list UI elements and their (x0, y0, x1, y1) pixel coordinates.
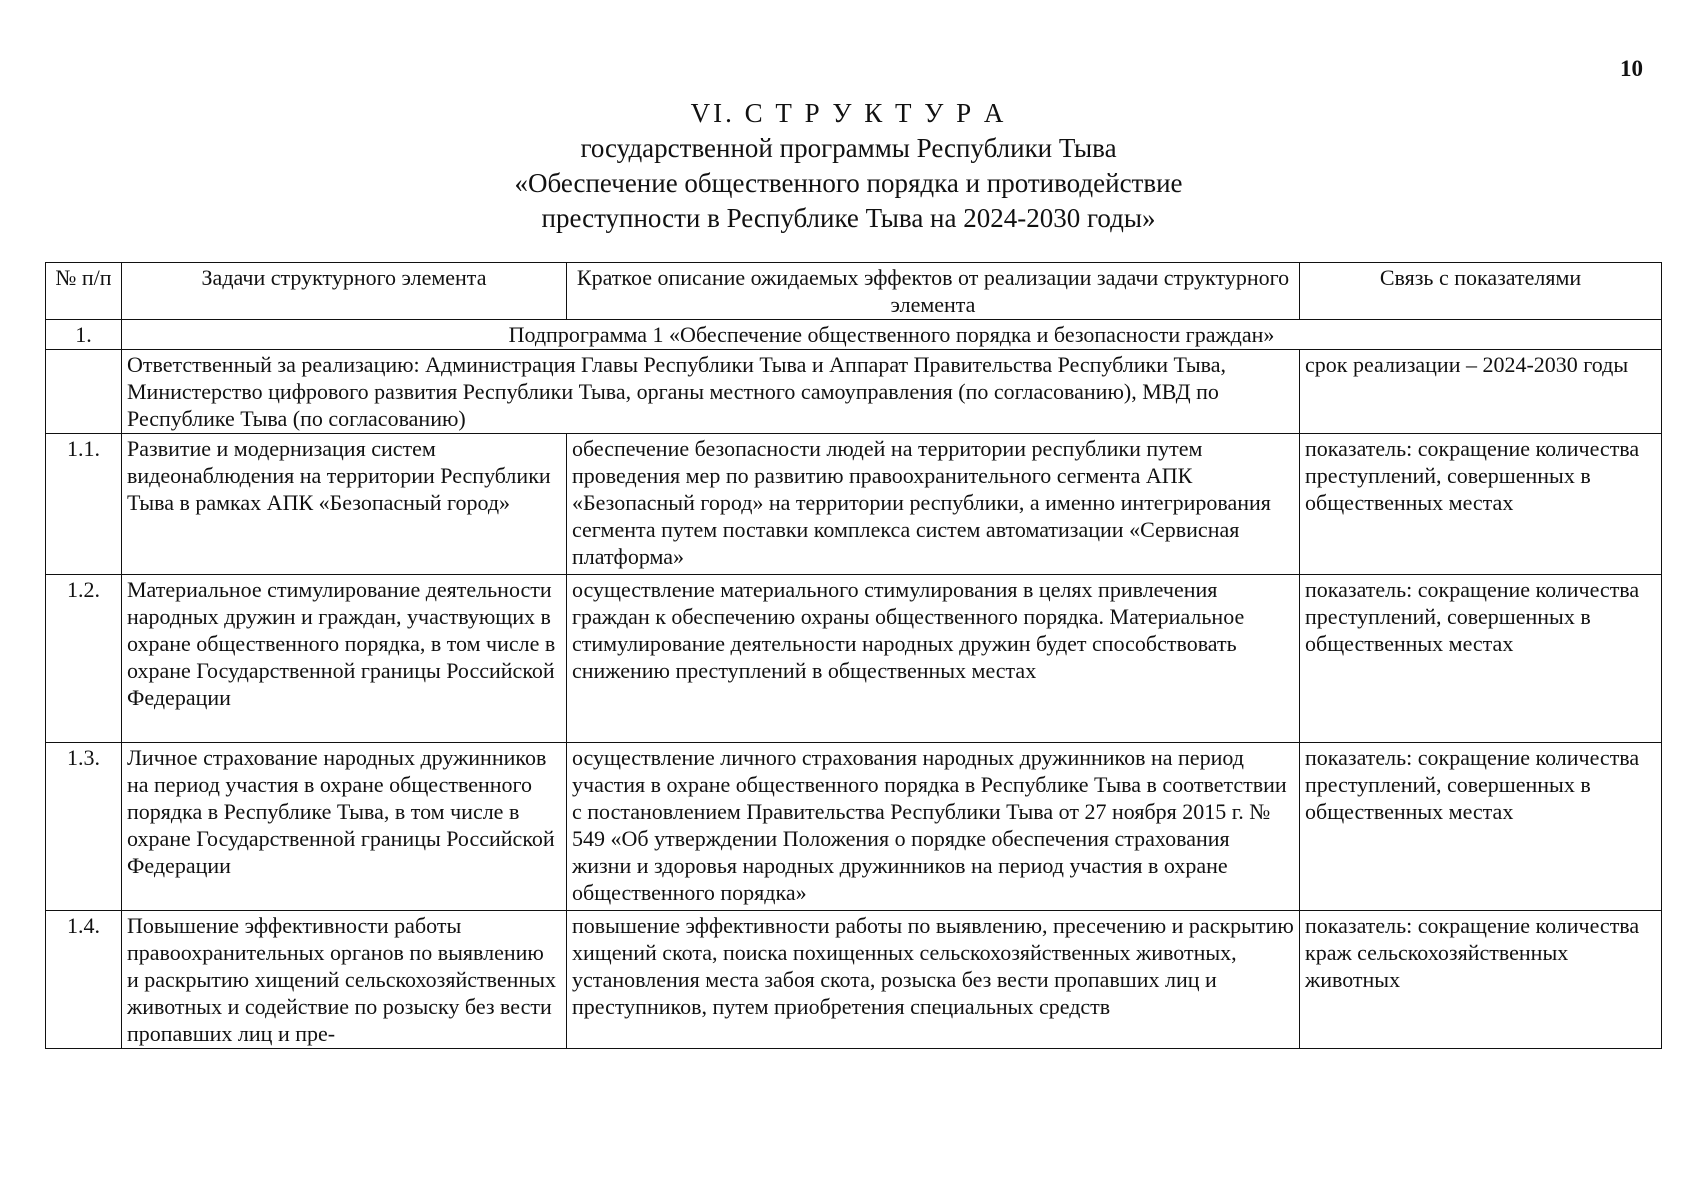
title-line-1: VI. С Т Р У К Т У Р А (690, 98, 1007, 128)
row-indicator: показатель: сокращение количества краж сельскохозяйственных животных (1300, 911, 1662, 1049)
header-indicators: Связь с показателями (1300, 263, 1662, 320)
table-row (46, 434, 1662, 575)
header-tasks: Задачи структурного элемента (122, 263, 567, 320)
row-effect: обеспечение безопасности людей на территории республики путем проведения мер по развитию правоохранительного сегмента АПК «Безопасный город» на территории республики, а именно интегрирования сегмента путем поставки комплекса систем автоматизации «Сервисная платформа» (567, 434, 1300, 575)
responsible-row (46, 350, 1662, 434)
row-task: Развитие и модернизация систем видеонаблюдения на территории Республики Тыва в рамках АПК «Безопасный город» (122, 434, 567, 575)
document-title (0, 96, 1697, 236)
table-row (46, 575, 1662, 743)
header-effects: Краткое описание ожидаемых эффектов от реализации задачи структурного элемента (567, 263, 1300, 320)
row-num: 1.2. (46, 575, 122, 743)
row-indicator: показатель: сокращение количества преступлений, совершенных в общественных местах (1300, 575, 1662, 743)
table-row (46, 911, 1662, 1049)
row-effect: осуществление материального стимулирования в целях привлечения граждан к обеспечению охраны общественного порядка. Материальное стимулирование деятельности народных дружин будет способствовать снижению преступлений в общественных местах (567, 575, 1300, 743)
table-row (46, 743, 1662, 911)
table-header-row (46, 263, 1662, 320)
row-num: 1.3. (46, 743, 122, 911)
responsible-num-empty (46, 350, 122, 434)
row-indicator: показатель: сокращение количества преступлений, совершенных в общественных местах (1300, 743, 1662, 911)
subprogram-title: Подпрограмма 1 «Обеспечение общественного порядка и безопасности граждан» (122, 320, 1662, 350)
title-line-2: государственной программы Республики Тыва (580, 133, 1117, 163)
row-task: Личное страхование народных дружинников на период участия в охране общественного порядка в Республике Тыва, в том числе в охране Государственной границы Российской Федерации (122, 743, 567, 911)
title-line-3: «Обеспечение общественного порядка и противодействие (514, 168, 1183, 198)
page-number: 10 (1620, 56, 1643, 81)
title-line-4: преступности в Республике Тыва на 2024-2030 годы» (541, 203, 1156, 233)
row-indicator: показатель: сокращение количества преступлений, совершенных в общественных местах (1300, 434, 1662, 575)
header-num: № п/п (46, 263, 122, 320)
row-task: Повышение эффективности работы правоохранительных органов по выявлению и раскрытию хищений сельскохозяйственных животных и содействие по розыску без вести пропавших лиц и пре- (122, 911, 567, 1049)
row-effect: повышение эффективности работы по выявлению, пресечению и раскрытию хищений скота, поиска похищенных сельскохозяйственных животных, установления места забоя скота, розыска без вести пропавших лиц и преступников, путем приобретения специальных средств (567, 911, 1300, 1049)
row-num: 1.4. (46, 911, 122, 1049)
row-effect: осуществление личного страхования народных дружинников на период участия в охране общественного порядка в Республике Тыва в соответствии с постановлением Правительства Республики Тыва от 27 ноября 2015 г. № 549 «Об утверждении Положения о порядке обеспечения страхования жизни и здоровья народных дружинников на период участия в охране общественного порядка» (567, 743, 1300, 911)
subprogram-num: 1. (46, 320, 122, 350)
responsible-text: Ответственный за реализацию: Администрация Главы Республики Тыва и Аппарат Правительства Республики Тыва, Министерство цифрового развития Республики Тыва, органы местного самоуправления (по согласованию), МВД по Республике Тыва (по согласованию) (122, 350, 1300, 434)
structure-table (45, 262, 1662, 1049)
row-num: 1.1. (46, 434, 122, 575)
responsible-term: срок реализации – 2024-2030 годы (1300, 350, 1662, 434)
row-task: Материальное стимулирование деятельности народных дружин и граждан, участвующих в охране общественного порядка, в том числе в охране Государственной границы Российской Федерации (122, 575, 567, 743)
subprogram-row (46, 320, 1662, 350)
